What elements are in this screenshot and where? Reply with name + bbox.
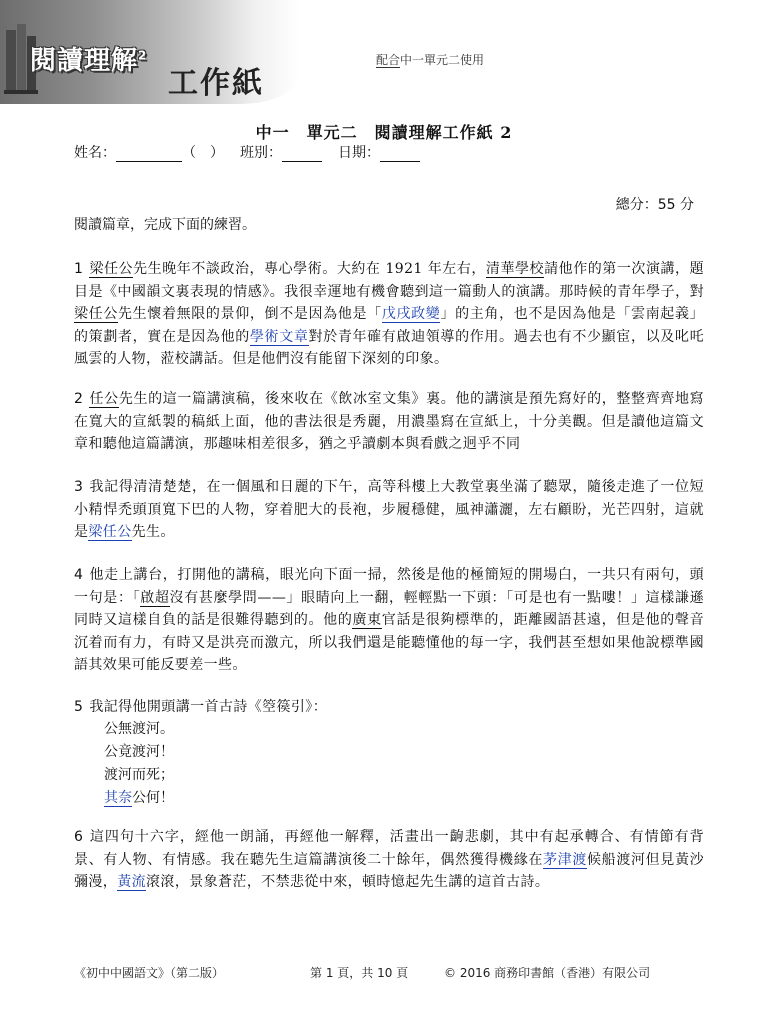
- place-underline: 廣東: [352, 612, 382, 628]
- banner-subtitle: 工作紙: [168, 66, 264, 101]
- name-underline: 任公: [89, 391, 119, 407]
- name-underline: 梁任公: [74, 306, 118, 322]
- date-label: 日期：: [338, 145, 380, 161]
- name-underline: 梁任公: [89, 261, 134, 277]
- class-number-paren: （ ）: [182, 145, 224, 161]
- link-academic-writing[interactable]: 學術文章: [249, 328, 309, 345]
- name-underline: 啟超: [140, 589, 170, 606]
- footer-page-number: 第 1 頁，共 10 頁: [310, 966, 409, 980]
- paragraph-number: 5: [74, 699, 84, 715]
- total-score: 總分：55 分: [615, 197, 694, 213]
- poem-line: 公竟渡河！: [104, 744, 174, 760]
- instruction: 閱讀篇章，完成下面的練習。: [74, 217, 256, 233]
- footer-book-title: 《初中中國語文》（第二版）: [74, 966, 225, 980]
- link-huangliu[interactable]: 黃流: [117, 874, 147, 890]
- link-wuxu-reform[interactable]: 戊戌政變: [381, 306, 441, 322]
- paragraph-6: 6 這四句十六字，經他一朗誦，再經他一解釋，活畫出一齣悲劇，其中有起承轉合、有情節有背景、有人物、有情感。我在聽先生這篇講演後二十餘年，偶然獲得機緣在茅津渡候船渡河但見黃沙彌漫，黃流滾滾，景象蒼茫，不禁悲從中來，頓時憶起先生講的這首古詩。: [74, 829, 704, 890]
- student-info-line: [74, 142, 420, 162]
- poem-line: 其奈公何！: [104, 790, 174, 806]
- paragraph-number: 4: [74, 567, 84, 583]
- poem-line: 公無渡河。: [104, 721, 174, 737]
- paragraph-3: 3 我記得清清楚楚，在一個風和日麗的下午，高等科樓上大教堂裏坐滿了聽眾，隨後走進了一位短小精悍禿頭頂寬下巴的人物，穿着肥大的長袍，步履穩健，風神瀟灑，左右顧盼，光芒四射，這就是梁任公先生。: [74, 479, 704, 540]
- name-field[interactable]: [116, 147, 182, 162]
- link-maojindu[interactable]: 茅津渡: [543, 851, 587, 868]
- date-field[interactable]: [380, 147, 420, 162]
- paragraph-number: 1: [74, 261, 84, 277]
- paragraph-number: 6: [74, 829, 84, 845]
- banner-title: 閱讀理解$^2$: [30, 46, 148, 76]
- paragraph-4: 4 他走上講台，打開他的講稿，眼光向下面一掃，然後是他的極簡短的開場白，一共只有兩句，頭一句是：「啟超沒有甚麼學問——」眼睛向上一翻，輕輕點一下頭：「可是也有一點嘍！」這樣謙遜同時又這樣自負的話是很難得聽到的。他的廣東官話是很夠標準的，距離國語甚遠，但是他的聲音沉着而有力，有時又是洪亮而激亢，所以我們還是能聽懂他的每一字，我們甚至想如果他說標準國語其效果可能反要差一些。: [74, 567, 704, 673]
- link-liang-rengong[interactable]: 梁任公: [88, 524, 132, 540]
- header-banner: [0, 0, 300, 104]
- worksheet-title: 中一 單元二 閱讀理解工作紙 2: [255, 123, 513, 142]
- usage-note: 配合中一單元二使用: [376, 53, 485, 67]
- paragraph-1: 1 梁任公先生晚年不談政治，專心學術。大約在 1921 年左右，清華學校請他作的第一次演講，題目是《中國韻文裏表現的情感》。我很幸運地有機會聽到這一篇動人的演講。那時候的青年學子，對梁任公先生懷着無限的景仰，倒不是因為他是「戊戌政變」的主角，也不是因為他是「雲南起義」的策劃者，實在是因為他的學術文章對於青年確有啟迪領導的作用。過去也有不少顯宦，以及叱吒風雲的人物，蒞校講話。但是他們沒有能留下深刻的印象。: [74, 261, 705, 367]
- paragraph-number: 3: [74, 479, 84, 495]
- class-field[interactable]: [282, 147, 322, 162]
- footer-copyright: © 2016 商務印書館（香港）有限公司: [444, 966, 651, 980]
- poem-block: [104, 718, 174, 810]
- paragraph-2: 2 任公先生的這一篇講演稿，後來收在《飲冰室文集》裏。他的講演是預先寫好的，整整齊齊地寫在寬大的宣紙製的稿紙上面，他的書法很是秀麗，用濃墨寫在宣紙上，十分美觀。但是讀他這篇文章和聽他這篇講演，那趣味相差很多，猶之乎讀劇本與看戲之迥乎不同: [74, 391, 704, 452]
- place-underline: 清華學校: [485, 261, 545, 277]
- paragraph-number: 2: [74, 391, 84, 407]
- paragraph-5: 5 我記得他開頭講一首古詩《箜篌引》：: [74, 699, 328, 715]
- link-qinai[interactable]: 其奈: [104, 790, 132, 806]
- name-label: 姓名：: [74, 145, 116, 161]
- poem-line: 渡河而死；: [104, 767, 174, 783]
- class-label: 班別：: [240, 145, 282, 161]
